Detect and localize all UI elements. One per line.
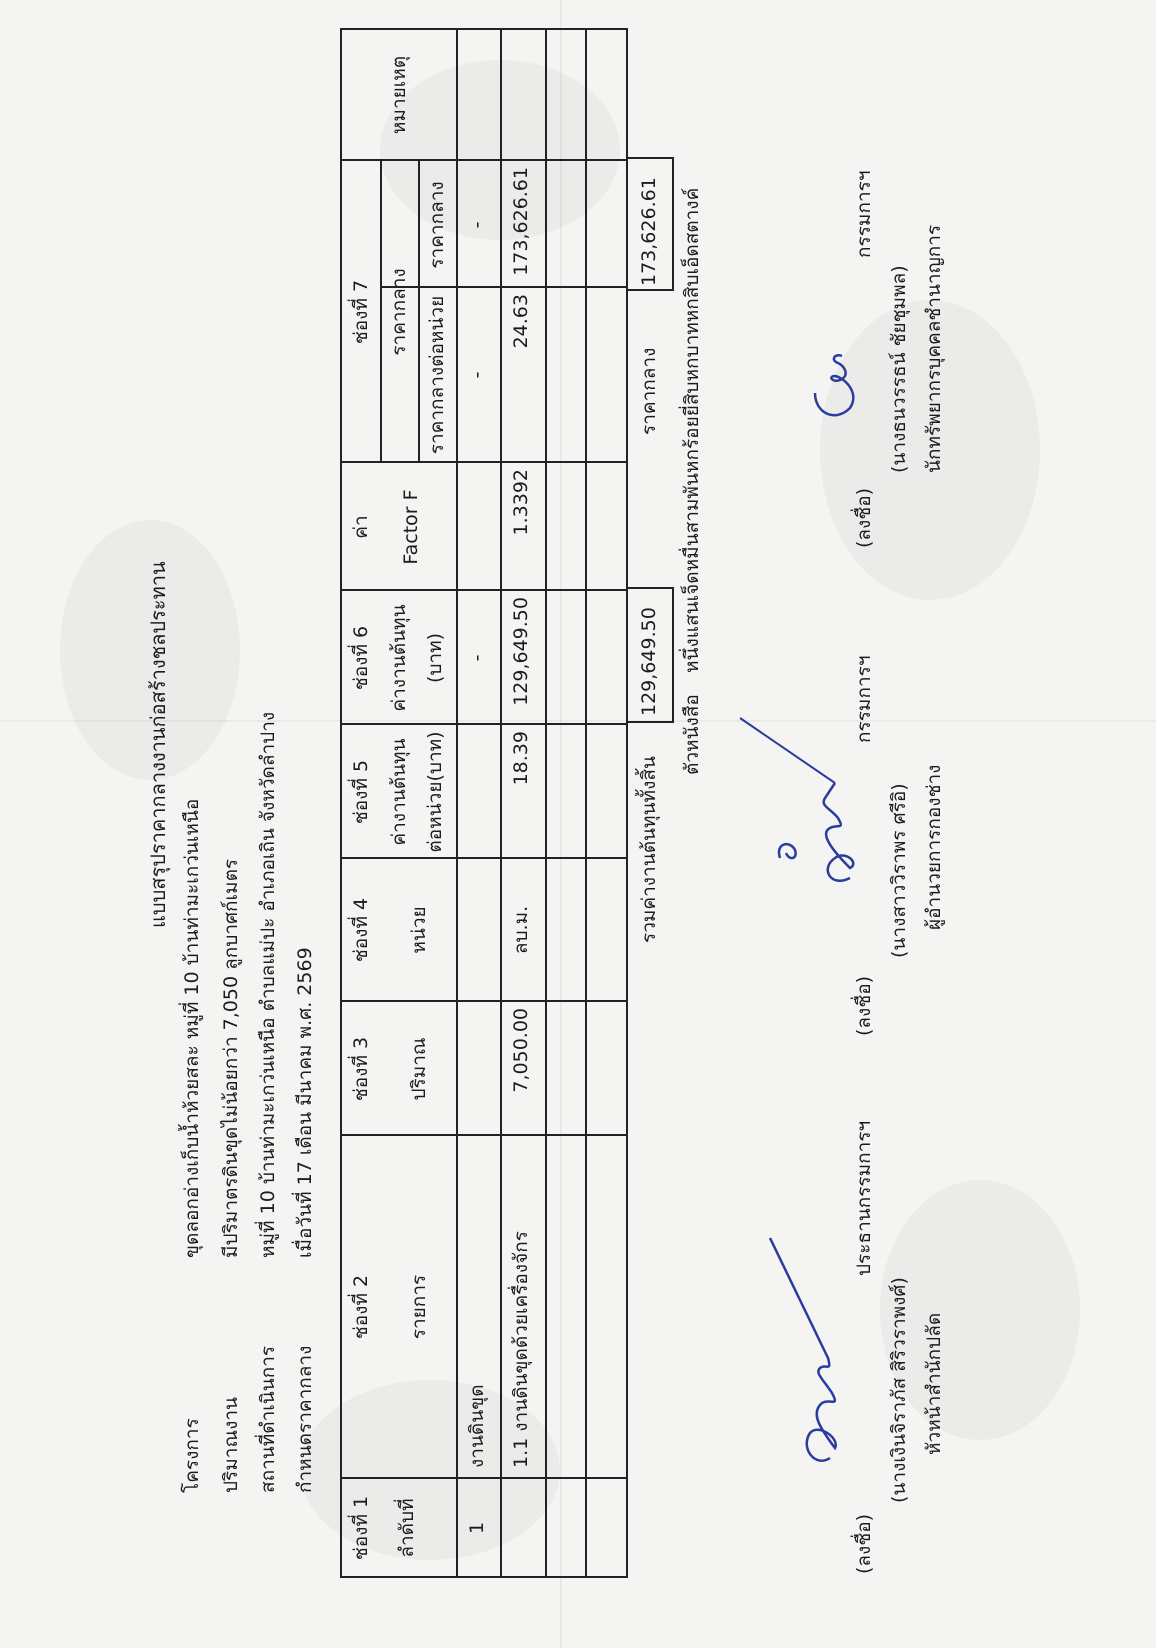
- header-col6-sub1: ค่างานต้นทุน: [388, 604, 410, 712]
- sign-position-3: นักทรัพยากรบุคคลชำนาญการ: [923, 224, 945, 473]
- volume-value: มีปริมาตรดินขุดไม่น้อยกว่า 7,050 ลูกบาศก์เมตร: [220, 858, 242, 1258]
- sign-label-1: (ลงชื่อ): [853, 1513, 875, 1574]
- location-label: สถานที่ดำเนินการ: [257, 1345, 279, 1493]
- header-col6-sub2: (บาท): [424, 632, 446, 684]
- date-value: เมื่อวันที่ 17 เดือน มีนาคม พ.ศ. 2569: [294, 947, 316, 1258]
- header-col1-sub: ลำดับที่: [396, 1498, 418, 1558]
- header-col3: ช่องที่ 3: [350, 1036, 372, 1102]
- sign-name-2: (นางสาววิราพร ศรีอิ): [888, 783, 910, 958]
- header-col4: ช่องที่ 4: [350, 897, 372, 963]
- project-label: โครงการ: [181, 1418, 203, 1493]
- header-col7-total: ราคากลาง: [426, 181, 448, 269]
- row2-qty: 7,050.00: [510, 1008, 532, 1093]
- col-line: [340, 723, 628, 725]
- col-line: [380, 286, 628, 288]
- header-col5-sub1: ค่างานต้นทุน: [388, 738, 410, 846]
- date-label: กำหนดราคากลาง: [294, 1345, 316, 1493]
- location-value: หมู่ที่ 10 บ้านท่ามะเกว่นเหนือ ตำบลแม่ปะ อำเภอเถิน จังหวัดลำปาง: [257, 711, 279, 1258]
- table-row: 1: [466, 1521, 488, 1535]
- sign-label-2: (ลงชื่อ): [853, 975, 875, 1036]
- project-value: ขุดลอกอ่างเก็บน้ำห้วยสละ หมู่ที่ 10 บ้านท่ามะเกว่นเหนือ: [181, 798, 203, 1258]
- total-price-label: ราคากลาง: [638, 347, 660, 435]
- header-col7-sub: ราคากลาง: [388, 268, 410, 356]
- amount-words-value: หนึ่งแสนเจ็ดหมื่นสามพันหกร้อยยี่สิบหกบาทหกสิบเอ็ดสตางค์: [681, 187, 703, 673]
- col-line: [340, 159, 628, 161]
- sign-role-1: ประธานกรรมการฯ: [853, 1120, 875, 1276]
- total-cost-label: รวมค่างานต้นทุนทั้งสิ้น: [638, 756, 660, 943]
- col-line: [340, 1477, 628, 1479]
- volume-label: ปริมาณงาน: [220, 1396, 242, 1493]
- header-col3-sub: ปริมาณ: [408, 1037, 430, 1101]
- header-col5: ช่องที่ 5: [350, 759, 372, 825]
- header-col5-sub2: ต่อหน่วย(บาท): [424, 731, 446, 853]
- header-col2: ช่องที่ 2: [350, 1274, 372, 1340]
- amount-words-label: ตัวหนังสือ: [681, 694, 703, 775]
- row1-unit-price: -: [466, 371, 488, 379]
- row2-item: 1.1 งานดินขุดด้วยเครื่องจักร: [510, 1231, 532, 1468]
- sign-name-1: (นางเงินจิราภัส สิริวราพงศ์): [888, 1277, 910, 1503]
- header-col4-sub: หน่วย: [408, 906, 430, 954]
- price-summary-table: [340, 28, 628, 1578]
- header-factor: ค่า: [350, 515, 372, 539]
- col-line: [340, 461, 628, 463]
- sign-label-3: (ลงชื่อ): [853, 487, 875, 548]
- col7-sub-divider: [418, 161, 420, 463]
- total-price-value: 173,626.61: [638, 177, 660, 286]
- header-col6: ช่องที่ 6: [350, 625, 372, 691]
- row1-price: -: [466, 221, 488, 229]
- row1-item: งานดินขุด: [466, 1384, 488, 1468]
- row-divider: [500, 28, 502, 1578]
- sign-role-2: กรรมการฯ: [853, 655, 875, 743]
- document-title: แบบสรุปราคากลางงานก่อสร้างชลประทาน: [146, 561, 170, 928]
- row2-unit: ลบ.ม.: [510, 905, 532, 955]
- col-line: [340, 1134, 628, 1136]
- table-header-bottom: [456, 28, 458, 1578]
- col7-sub-divider: [380, 161, 382, 463]
- col-line: [340, 1576, 628, 1578]
- signature-3: [800, 318, 874, 438]
- row2-factor: 1.3392: [510, 469, 532, 536]
- header-col7-unit: ราคากลางต่อหน่วย: [426, 295, 448, 455]
- row2-cost: 129,649.50: [510, 597, 532, 706]
- total-cost-value: 129,649.50: [638, 607, 660, 716]
- sign-position-2: ผู้อำนวยการกองช่าง: [923, 764, 945, 930]
- sign-position-1: หัวหน้าสำนักปลัด: [923, 1312, 945, 1455]
- header-col2-sub: รายการ: [408, 1274, 430, 1340]
- row2-unit-cost: 18.39: [510, 731, 532, 786]
- row-divider: [585, 28, 587, 1578]
- row-divider: [545, 28, 547, 1578]
- row2-unit-price: 24.63: [510, 294, 532, 349]
- signature-1: [760, 1228, 874, 1488]
- row1-cost: -: [466, 654, 488, 662]
- signature-2: [720, 678, 874, 958]
- header-col7: ช่องที่ 7: [350, 279, 372, 345]
- sign-name-3: (นางธนวรรธน์ ชัยชุมพล): [888, 265, 910, 473]
- row2-price: 173,626.61: [510, 167, 532, 276]
- header-factor-sub: Factor F: [400, 489, 422, 565]
- col-line: [340, 1000, 628, 1002]
- col-line: [340, 857, 628, 859]
- col-line: [340, 589, 628, 591]
- sign-role-3: กรรมการฯ: [853, 170, 875, 258]
- header-remark: หมายเหตุ: [388, 55, 410, 135]
- table-border-top: [340, 28, 342, 1578]
- col-line: [340, 28, 628, 30]
- header-col1: ช่องที่ 1: [350, 1495, 372, 1561]
